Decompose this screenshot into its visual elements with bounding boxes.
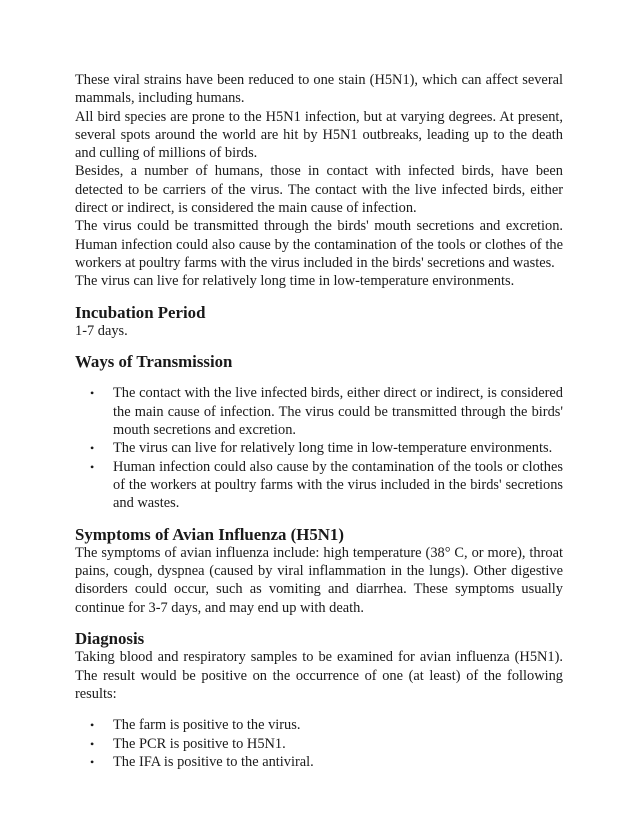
diagnosis-text: Taking blood and respiratory samples to be examined for avian influenza (H5N1). The result would be positive on the occurrence of one (at least) of the following results: (75, 649, 563, 702)
intro-paragraph-4: The virus could be transmitted through the birds' mouth secretions and excretion. Human infection could also cause by the contamination of the tools or clothes of the workers at poultry farms with the virus included in the birds' secretions and wastes. (75, 218, 563, 271)
list-item-text: The PCR is positive to H5N1. (113, 735, 286, 752)
symptoms-text: The symptoms of avian influenza include: high temperature (38° C, or more), throat pains, cough, dyspnea (caused by viral inflammation in the lungs). Other digestive disorders could occur, such as vomiting and diarrhea. These symptoms usually continue for 3-7 days, and may end up with death. (75, 544, 563, 616)
intro-paragraph-3: Besides, a number of humans, those in contact with infected birds, have been detected to be carriers of the virus. The contact with the live infected birds, either direct or indirect, is considered the main cause of infection. (75, 163, 563, 217)
symptoms-heading: Symptoms of Avian Influenza (H5N1) (75, 524, 344, 544)
list-item (75, 716, 563, 734)
list-item-text: Human infection could also cause by the contamination of the tools or clothes of the workers at poultry farms with the virus included in the birds' secretions and wastes. (113, 458, 563, 512)
section-spacer (75, 513, 563, 526)
incubation-text: 1-7 days. (75, 322, 128, 339)
bullet-icon: • (90, 718, 95, 733)
transmission-list (75, 384, 563, 512)
section-spacer (75, 291, 563, 304)
bullet-icon: • (90, 459, 95, 474)
bullet-icon: • (90, 754, 95, 769)
document-page (75, 71, 563, 771)
intro-paragraph-5: The virus can live for relatively long time in low-temperature environments. (75, 273, 515, 290)
list-item-text: The farm is positive to the virus. (113, 717, 301, 734)
bullet-icon: • (90, 441, 95, 456)
bullet-icon: • (90, 736, 95, 751)
list-item (75, 439, 563, 457)
intro-paragraph-1: These viral strains have been reduced to one stain (H5N1), which can affect several mammals, including humans. (75, 72, 563, 107)
section-spacer (75, 371, 563, 384)
intro-paragraph-2: All bird species are prone to the H5N1 infection, but at varying degrees. At present, several spots around the world are hit by H5N1 outbreaks, leading up to the death and culling of millions of birds. (75, 108, 563, 162)
transmission-heading: Ways of Transmission (75, 352, 233, 372)
list-item-text: The contact with the live infected birds, either direct or indirect, is considered the main cause of infection. The virus could be transmitted through the birds' mouth secretions and excretion. (113, 385, 563, 439)
section-spacer (75, 617, 563, 630)
list-item (75, 753, 563, 771)
list-item-text: The IFA is positive to the antiviral. (113, 753, 314, 770)
list-item-text: The virus can live for relatively long time in low-temperature environments. (113, 440, 553, 457)
diagnosis-heading: Diagnosis (75, 629, 145, 649)
incubation-heading: Incubation Period (75, 302, 206, 322)
list-item (75, 384, 563, 439)
list-item (75, 458, 563, 513)
list-item (75, 735, 563, 753)
bullet-icon: • (90, 386, 95, 401)
section-spacer (75, 703, 563, 716)
diagnosis-list (75, 716, 563, 771)
